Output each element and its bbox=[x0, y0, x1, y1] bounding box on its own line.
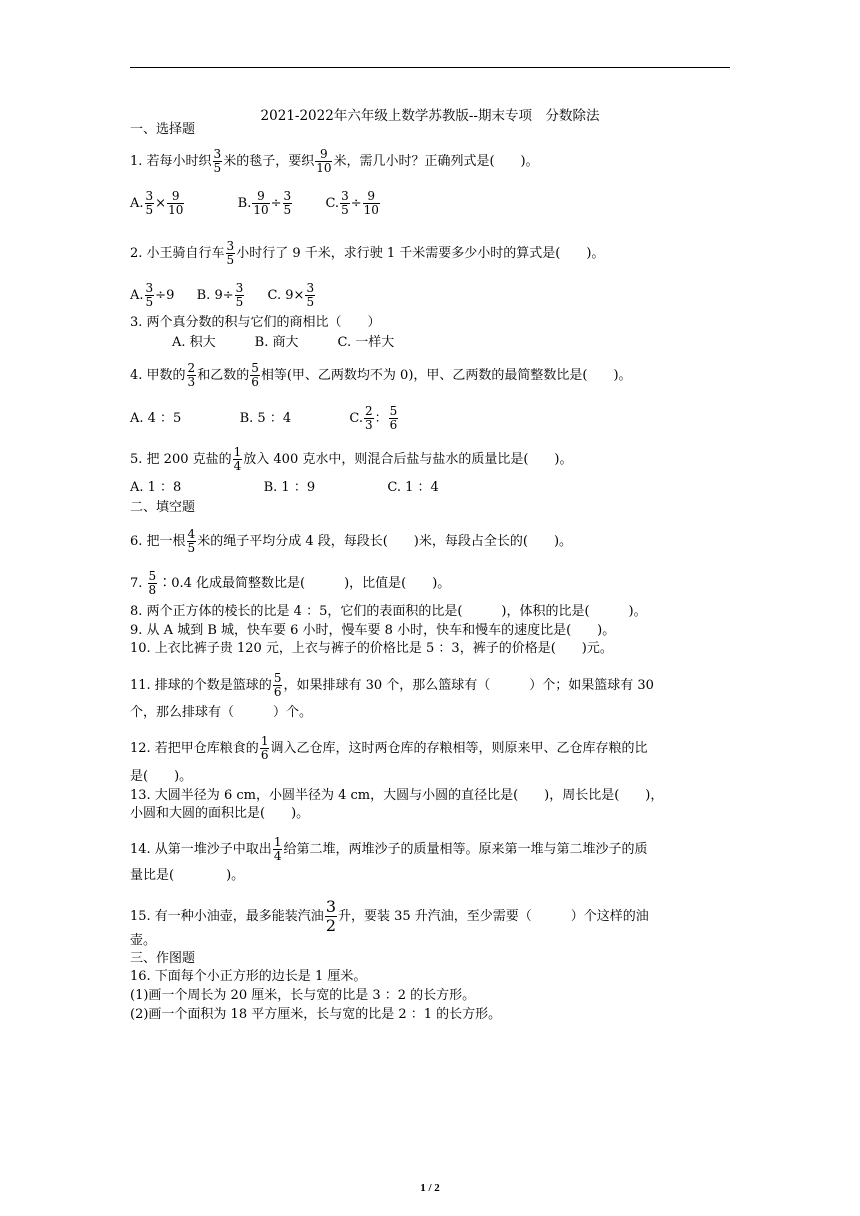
fraction: $\frac{3}{5}$ bbox=[213, 147, 222, 175]
fraction: $\frac{3}{5}$ bbox=[235, 281, 244, 309]
fraction: $\frac{9}{10}$ bbox=[316, 147, 332, 175]
fraction: $\frac{9}{10}$ bbox=[363, 189, 379, 217]
question-6: 6. 把一根 $\frac{4}{5}$ 米的绳子平均分成 4 段，每段长( )米，每段占全长的( )。 bbox=[130, 527, 573, 555]
fraction: $\frac{1}{4}$ bbox=[233, 445, 242, 473]
question-3-options: A. 积大 B. 商大 C. 一样大 bbox=[172, 335, 395, 350]
question-16: 16. 下面每个小正方形的边长是 1 厘米。 bbox=[130, 969, 367, 984]
fraction: $\frac{9}{10}$ bbox=[168, 189, 184, 217]
question-13: 13. 大圆半径为 6 cm，小圆半径为 4 cm，大圆与小圆的直径比是( )，周长比是( )， bbox=[130, 788, 664, 803]
question-4: 4. 甲数的 $\frac{2}{3}$ 和乙数的 $\frac{5}{6}$ 相等(甲、乙两数均不为 0)，甲、乙两数的最简整数比是( )。 bbox=[130, 361, 632, 389]
question-8: 8. 两个正方体的棱长的比是 4 ：5，它们的表面积的比是( )，体积的比是( )。 bbox=[130, 604, 647, 619]
fraction: $\frac{3}{5}$ bbox=[341, 189, 349, 217]
question-15: 15. 有一种小油壶，最多能装汽油 $\frac{3}{2}$ 升，要装 35 升汽油，至少需要（ ）个这样的油 bbox=[130, 897, 649, 935]
fraction: $\frac{3}{5}$ bbox=[306, 281, 315, 309]
section-heading-choice: 一、选择题 bbox=[130, 122, 196, 137]
question-10: 10. 上衣比裤子贵 120 元，上衣与裤子的价格比是 5 ：3，裤子的价格是( )元。 bbox=[130, 641, 613, 656]
question-1: 1. 若每小时织 $\frac{3}{5}$ 米的毯子，要织 $\frac{9}{10}$ 米，需几小时？正确列式是( )。 bbox=[130, 147, 539, 175]
question-1-options: A. $\frac{3}{5}$ × $\frac{9}{10}$ B. $\frac{9}{10}$ ÷ $\frac{3}{5}$ C. $\frac{3}{5}$ ÷ $\frac{9}{10}$ bbox=[130, 189, 379, 217]
question-2: 2. 小王骑自行车 $\frac{3}{5}$ 小时行了 9 千米，求行驶 1 千米需要多少小时的算式是( )。 bbox=[130, 239, 605, 267]
question-15-continued: 壶。 bbox=[130, 933, 157, 948]
question-5: 5. 把 200 克盐的 $\frac{1}{4}$ 放入 400 克水中，则混合后盐与盐水的质量比是( )。 bbox=[130, 445, 573, 473]
fraction: $\frac{3}{5}$ bbox=[226, 239, 235, 267]
fraction: $\frac{5}{6}$ bbox=[273, 671, 282, 699]
document-title: 2021-2022年六年级上数学苏教版--期末专项 分数除法 bbox=[260, 108, 600, 124]
question-12: 12. 若把甲仓库粮食的 $\frac{1}{6}$ 调入乙仓库，这时两仓库的存粮相等，则原来甲、乙仓库存粮的比 bbox=[130, 734, 648, 762]
header-rule bbox=[130, 67, 730, 68]
fraction: $\frac{3}{5}$ bbox=[145, 281, 154, 309]
question-7: 7. $\frac{5}{8}$ ∶0.4 化成最简整数比是( )，比值是( )。 bbox=[130, 569, 451, 597]
page-number: 1 / 2 bbox=[420, 1182, 440, 1194]
fraction: $\frac{4}{5}$ bbox=[187, 527, 196, 555]
fraction: $\frac{5}{6}$ bbox=[251, 361, 259, 389]
question-16-part-1: (1)画一个周长为 20 厘米，长与宽的比是 3 ：2 的长方形。 bbox=[130, 988, 476, 1003]
fraction: $\frac{1}{4}$ bbox=[273, 835, 282, 863]
fraction: $\frac{3}{5}$ bbox=[145, 189, 154, 217]
question-11-continued: 个，那么排球有（ ）个。 bbox=[130, 705, 313, 720]
fraction: $\frac{2}{3}$ bbox=[187, 361, 196, 389]
question-3: 3. 两个真分数的积与它们的商相比（ ） bbox=[130, 315, 381, 330]
question-16-part-2: (2)画一个面积为 18 平方厘米，长与宽的比是 2 ：1 的长方形。 bbox=[130, 1007, 502, 1022]
question-5-options: A. 1 ：8 B. 1 ：9 C. 1 ：4 bbox=[130, 480, 439, 495]
question-9: 9. 从 A 城到 B 城，快车要 6 小时，慢车要 8 小时，快车和慢车的速度比是( )。 bbox=[130, 623, 616, 638]
fraction: $\frac{9}{10}$ bbox=[253, 189, 269, 217]
fraction: $\frac{5}{8}$ bbox=[148, 569, 157, 597]
question-2-options: A. $\frac{3}{5}$ ÷9 B. 9÷ $\frac{3}{5}$ C. 9× $\frac{3}{5}$ bbox=[130, 281, 315, 309]
fraction: $\frac{2}{3}$ bbox=[365, 404, 373, 432]
question-11: 11. 排球的个数是篮球的 $\frac{5}{6}$ ，如果排球有 30 个，那么篮球有（ ）个；如果篮球有 30 bbox=[130, 671, 654, 699]
fraction: $\frac{1}{6}$ bbox=[260, 734, 269, 762]
section-heading-drawing: 三、作图题 bbox=[130, 951, 196, 966]
question-13-continued: 小圆和大圆的面积比是( )。 bbox=[130, 806, 310, 821]
question-12-continued: 是( )。 bbox=[130, 769, 193, 784]
fraction: $\frac{5}{6}$ bbox=[389, 404, 398, 432]
question-14: 14. 从第一堆沙子中取出 $\frac{1}{4}$ 给第二堆，两堆沙子的质量相等。原来第一堆与第二堆沙子的质 bbox=[130, 835, 648, 863]
fraction: $\frac{3}{5}$ bbox=[283, 189, 292, 217]
fraction: $\frac{3}{2}$ bbox=[325, 897, 336, 935]
section-heading-fill: 二、填空题 bbox=[130, 500, 196, 515]
question-14-continued: 量比是( )。 bbox=[130, 868, 245, 883]
question-4-options: A. 4 ：5 B. 5 ：4 C. $\frac{2}{3}$ ： $\frac{5}{6}$ bbox=[130, 404, 398, 432]
